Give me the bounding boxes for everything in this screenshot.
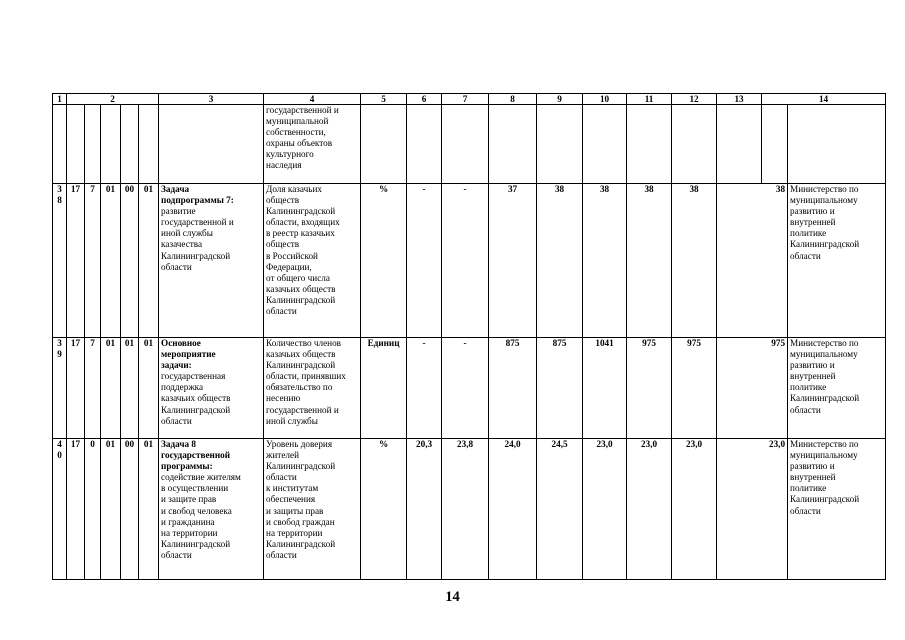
value-cell: 875 [537,338,583,439]
row-number: 38 [53,184,67,338]
indicator-cell: Доля казачьих обществ Калининградской области, входящих в реестр казачьих обществ в Российской Федерации, от общего числа казачьих обществ Калининградской области [264,184,361,338]
page-number: 14 [445,589,460,605]
value-cell: 975 [627,338,672,439]
value-cell: - [407,184,442,338]
code-cell: 01 [139,338,159,439]
code-cell: 01 [101,338,121,439]
task-cell [159,184,264,338]
code-cell: 0 [85,439,101,580]
responsible-cell: Министерство по муниципальному развитию и внутренней политике Калининградской области [788,439,886,580]
value-cell: 1041 [583,338,627,439]
code-cell: 01 [101,439,121,580]
header-cell: 10 [583,94,627,105]
header-cell: 11 [627,94,672,105]
unit-cell: % [361,184,407,338]
task-title: Задача подпрограммы 7: [161,184,234,206]
code-cell: 00 [121,184,139,338]
indicators-table [52,93,886,580]
task-description: содействие жителям в осуществлении и защите прав и свобод человека и гражданина на территории Калининградской области [161,472,241,560]
value-cell: 24,5 [537,439,583,580]
header-cell: 13 [717,94,762,105]
value-cell: - [442,338,489,439]
value-cell: 23,0 [627,439,672,580]
indicator-cell: государственной и муниципальной собственности, охраны объектов культурного наследия [264,105,361,184]
code-cell: 01 [139,184,159,338]
header-row [53,94,886,105]
value-cell: 23,0 [717,439,788,580]
header-cell: 3 [159,94,264,105]
value-cell: - [442,184,489,338]
code-cell: 7 [85,338,101,439]
code-cell: 01 [101,184,121,338]
indicator-cell: Количество членов казачьих обществ Калининградской области, принявших обязательство по несению государственной и иной службы [264,338,361,439]
value-cell: 23,8 [442,439,489,580]
task-cell [159,338,264,439]
code-cell: 7 [85,184,101,338]
code-cell: 17 [67,184,85,338]
task-title: Основное мероприятие задачи: [161,338,216,371]
indicator-cell: Уровень доверия жителей Калининградской области к институтам обеспечения и защиты прав и свобод граждан на территории Калининградской области [264,439,361,580]
header-cell: 2 [67,94,159,105]
responsible-cell: Министерство по муниципальному развитию и внутренней политике Калининградской области [788,184,886,338]
unit-cell: % [361,439,407,580]
value-cell: 975 [717,338,788,439]
value-cell: 975 [672,338,717,439]
code-cell: 01 [121,338,139,439]
value-cell: 38 [583,184,627,338]
table-row [53,184,886,338]
value-cell: 875 [489,338,537,439]
table-row [53,338,886,439]
header-cell: 12 [672,94,717,105]
task-cell [159,439,264,580]
unit-cell: Единиц [361,338,407,439]
header-cell: 1 [53,94,67,105]
row-number: 39 [53,338,67,439]
code-cell: 17 [67,338,85,439]
value-cell: 38 [537,184,583,338]
header-cell: 7 [442,94,489,105]
value-cell: 37 [489,184,537,338]
header-cell: 8 [489,94,537,105]
code-cell: 00 [121,439,139,580]
value-cell: 20,3 [407,439,442,580]
task-description: государственная поддержка казачьих обществ Калининградской области [161,371,231,426]
header-cell: 9 [537,94,583,105]
header-cell: 14 [762,94,886,105]
responsible-cell: Министерство по муниципальному развитию и внутренней политике Калининградской области [788,338,886,439]
header-cell: 5 [361,94,407,105]
row-number: 40 [53,439,67,580]
code-cell: 17 [67,439,85,580]
continuation-row [53,105,886,184]
value-cell: 23,0 [583,439,627,580]
value-cell: 24,0 [489,439,537,580]
value-cell: 38 [627,184,672,338]
value-cell: 23,0 [672,439,717,580]
task-description: развитие государственной и иной службы казачества Калининградской области [161,206,234,272]
header-cell: 4 [264,94,361,105]
code-cell: 01 [139,439,159,580]
table-row [53,439,886,580]
header-cell: 6 [407,94,442,105]
value-cell: 38 [672,184,717,338]
value-cell: - [407,338,442,439]
value-cell: 38 [717,184,788,338]
task-title: Задача 8 государственной программы: [161,439,231,472]
